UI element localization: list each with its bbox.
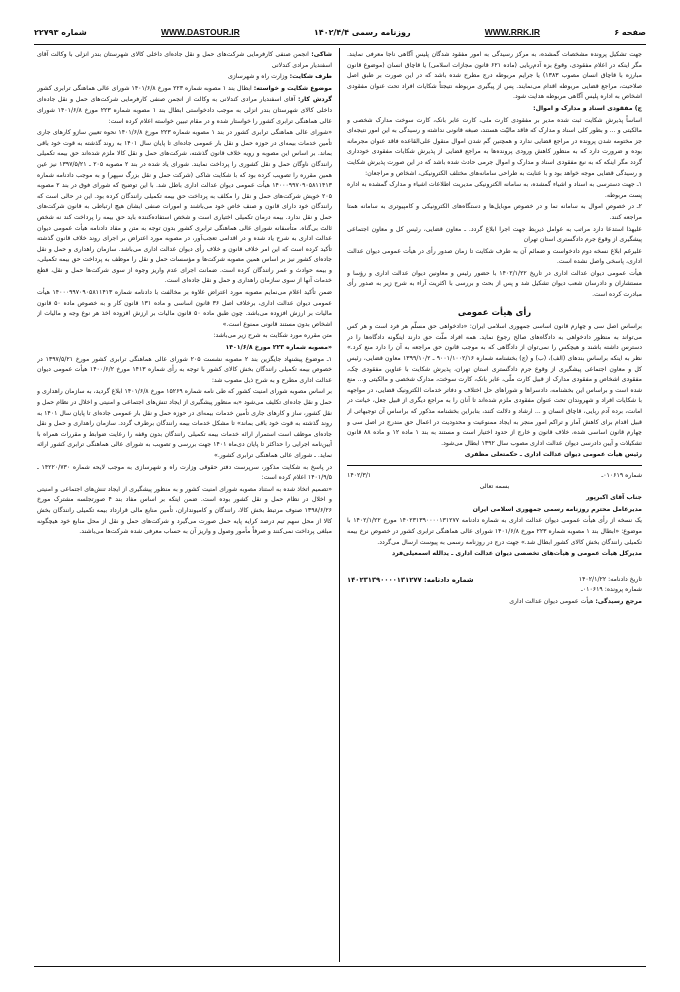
paragraph: جهت تشکیل پرونده مشخصات گمشده، به مرکز رسیدگی به امور مفقود شدگان پلیس آگاهی ناجا معرفی نمایند. مگر اینکه در اعلام مفقودی، وقوع بزه آدم‌ربایی (ماده ۶۲۱ قانون مجازات اسلامی) یا قاچاق انسان (موضوع قانون مبارزه با قاچاق انسان مصوب ۱۳۸۳) یا جرایم مربوطه درج مطرح شده باشد که در این صورت بر طبق اصل صلاحیت، مراجع قضایی مربوطه اقدام می‌نمایند. پس از پیگیری مربوطه نتیجتاً شکایات افراد تحت عنوان مفقودی اشخاص به اداره پلیس آگاهی مربوطه هدایت شود.	[347, 51, 642, 101]
subject-text: ابطال بند ۱ مصوبه شماره ۲۲۳ مورخ ۱۴۰۱/۶/۸ شورای عالی هماهنگی ترابری کشور	[37, 84, 252, 92]
site-link-left[interactable]: WWW.DASTOUR.IR	[161, 27, 240, 37]
issue-number: شماره ۲۲۷۹۳	[34, 27, 87, 37]
plaintiff-text: انجمن صنفی کارفرمایی شرکت‌های حمل و نقل جاده‌ای داخلی کالای شهرستان بندر انزلی با وکالت آقای اسفندیار مرادی کندلانی	[37, 51, 332, 69]
paragraph: ضمن تأکید اعلام می‌نمایم مصوبه مورد اعتراض علاوه بر مخالفت با دادنامه شماره ۱۴۰۰۰۹۹۷۰۹۰۵۸۱۱۴۱۳ هیأت عمومی دیوان عدالت اداری، برخلاف اصل ۳۶ قانون اساسی و ماده ۱۳۱ قانون کار و به خصوص ماده ۵۰ قانون مالیات بر ارزش افزوده می‌باشد. چون طبق ماده ۵۰ قانون مالیات بر ارزش افزوده اخذ هر نوع وجه و مالیات از اشخاص بدون مستند قانونی ممنوع است.»	[37, 289, 332, 328]
page-header	[34, 24, 646, 40]
page-number: صفحه ۶	[614, 27, 646, 37]
defendant	[37, 72, 332, 83]
proceedings-label: گردش کار:	[298, 96, 332, 104]
signature: مدیرکل هیأت عمومی و هیأت‌های تخصصی دیوان عدالت اداری ـ یدالله اسمعیلی‌فرد	[391, 550, 642, 558]
header-rule	[34, 44, 646, 45]
plaintiff-label: شاکی:	[311, 51, 332, 58]
paragraph: ۱ـ موضوع پیشنهاد جایگزین بند ۲ مصوبه نشست ۲۰۵ شورای عالی هماهنگی ترابری کشور مورخ ۱۳۹۷/۵/۲۱ در خصوص بیمه تکمیلی رانندگان بخش کالای کشور با توجه به رأی شماره ۱۴۱۳ مورخ ۱۴۰۰/۶/۲ هیأت عمومی دیوان عدالت اداری مطرح و به شرح ذیل مصوب شد:	[37, 355, 332, 384]
paragraph: «تصمیم اتخاذ شده به استناد مصوبه شورای امنیت کشور و به منظور پیشگیری از ایجاد تنش‌های اجتماعی و امنیتی و اخلال در نظام حمل و نقل کشور بوده است. ضمن اینکه بر اساس مفاد بند ۴ صورتجلسه مشترک مورخ ۱۳۹۸/۶/۲۶ صنوف مرتبط بخش کالا، رانندگان و کامیونداران، تأمین منابع مالی قرارداد بیمه تکمیلی رانندگان بخش کالا از محل سهم تیم درصد کرایه پایه حمل صورت می‌گیرد و شرکت‌های حمل و نقل از محل منابع خود هیچگونه مبلغی پرداخت نمی‌کنند و صرفاً مأمور وصول و واریز آن به حساب معرفی شده شرکت‌ها می‌باشند.	[37, 485, 332, 536]
paragraph: ۱ـ جهت دسترسی به اسناد و اشیاء گمشده، به سامانه الکترونیکی مدیریت اطلاعات اشیاء و مدارک گمشده به اداره پست مربوطه.	[347, 181, 642, 199]
authority-value: هیأت عمومی دیوان عدالت اداری	[509, 597, 594, 605]
paragraph: بر اساس مصوبه شورای امنیت کشور که طی نامه شماره ۱۵۲۶۹ مورخ ۱۴۰۱/۶/۸ ابلاغ گردید، به سازمان راهداری و حمل و نقل جاده‌ای تکلیف می‌شود «به منظور پیشگیری از ایجاد تنش‌های اجتماعی و امنیتی و اخلال در نظام حمل و نقل کشور، ساز و کارهای جاری تأمین خدمات بیمه‌ای در حوزه حمل و نقل بار عمومی جاده‌ای تا پایان سال ۱۴۰۱ به روند گذشته به قوت خود باقی بماند» تا مشکل خدمات بیمه رانندگان برطرف گردد. سازمان راهداری و حمل و نقل جاده‌ای موظف است استمرار ارائه خدمات بیمه تکمیلی رانندگان بدون وقفه را رعایت ضوابط و مقررات همراه با آیین‌نامه اجرایی را حداکثر تا پایان دی‌ماه ۱۴۰۱ جهت بررسی و تصویب به شورای عالی هماهنگی ترابری کشور ارائه نماید. ـ شورای عالی هماهنگی ترابری کشور.»	[37, 388, 332, 459]
addressee-title: مدیرعامل محترم روزنامه رسمی جمهوری اسلامی ایران	[472, 505, 642, 513]
proceedings-text: آقای اسفندیار مرادی کندلانی به وکالت از انجمن صنفی کارفرمایی شرکت‌های حمل و نقل جاده‌ای داخلی کالای شهرستان بندر انزلی به موجب دادخواستی ابطال بند ۱ مصوبه شماره ۲۲۳ مورخ ۱۴۰۱/۶/۸ شورای عالی هماهنگی ترابری کشور را خواستار شده و در مقام تبیین خواسته اعلام کرده است:	[37, 96, 332, 125]
authority-label: مرجع رسیدگی:	[595, 597, 642, 605]
paragraph: متن مقرره مورد شکایت به شرح زیر می‌باشد:	[213, 332, 332, 340]
defendant-label: طرف شکایت:	[289, 73, 332, 81]
right-column	[347, 50, 642, 960]
verdict-meta	[347, 575, 642, 586]
paragraph: در پاسخ به شکایت مذکور، سرپرست دفتر حقوقی وزارت راه و شهرسازی به موجب لایحه شماره ۱۴۲۲۰/۷۳۰ ـ ۱۴۰۱/۹/۵ اعلام کرده است:	[37, 463, 332, 482]
paragraph: اساساً پذیرش شکایت ثبت شده مدیر بر مفقودی کارت ملی، کارت عابر بانک، کارت سوخت مدارک شخصی و مالکیتی و ... و بطور کلی اسناد و مدارک که فاقد مالیّت هستند، صبغه قانونی نداشته و رسیدگی به این امور نتیجه‌ای جز مختومه شدن پرونده در مراجع قضایی ندارد و همچنین گم شدن اموال منقول علی‌القاعده فاقد عنوان مجرمانه بوده و ضرورت دارد که به منظور کاهش ورودی پرونده‌ها به مراجع قضایی از پذیرش شکایات مفقودی خودداری گردد مگر اینکه که به نبع مفقودی اسناد و مدارک و اموال جرمی حادث شده باشد که در این صورت پذیرش شکایت و رسیدگی قضایی موجه خواهد بود و با عنایت به طراحی سامانه‌های مختلف الکترونیکی، اشخاص و مراجعان:	[347, 116, 642, 177]
verdict-date: تاریخ دادنامه: ۱۴۰۲/۱/۲۲	[578, 575, 642, 583]
case-number: شماره پرونده: ۰۱۰۶۱۹ـ	[580, 586, 642, 594]
footer-rule	[34, 966, 646, 967]
paragraph: «مصوبه شماره ۲۲۳ مورخ ۱۴۰۱/۶/۸	[225, 344, 332, 352]
issue-date: روزنامه رسمی ۱۴۰۲/۴/۴	[313, 27, 411, 37]
column-divider	[339, 48, 340, 962]
paragraph: هیأت عمومی دیوان عدالت اداری در تاریخ ۱۴۰۲/۱/۲۲ با حضور رئیس و معاونین دیوان عدالت اداری و رؤسا و مستشاران و دادرسان شعب دیوان تشکیل شد و پس از بحث و بررسی با اکثریت آراء به شرح زیر به صدور رأی مبادرت کرده است.	[347, 269, 642, 299]
separator	[347, 465, 642, 466]
paragraph: علیرغم ابلاغ نسخه دوم دادخواست و ضمائم آن به طرف شکایت تا زمان صدور رأی در هیأت عمومی دیوان عدالت اداری، پاسخی واصل نشده است.	[347, 247, 642, 266]
paragraph: «شورای عالی هماهنگی ترابری کشور در بند ۱ مصوبه شماره ۲۲۳ مورخ ۱۴۰۱/۶/۸ نحوه تعیین سازو کارهای جاری تأمین خدمات بیمه‌ای در حوزه حمل و نقل بار عمومی جاده‌ای تا پایان سال ۱۴۰۱ به روند گذشته به قوت خود باقی بماند. بر اساس این مصوبه و رویه خلاف قانون گذشته، شرکت‌های حمل و نقل کالا ملزم شده‌اند حق بیمه تکمیلی رانندگان ناوگان حمل و نقل کشوری را پرداخت نمایند. شورای یاد شده در بند ۲ مصوبه ۲۰۵ ـ ۱۳۹۷/۵/۲۱ نیز عین همین مقرره را تصویب کرده بود که با شکایت شاکی (شرکت حمل و نقل بزرگ سپهر) و به موجب دادنامه شماره ۱۴۰۰۰۹۹۷۰۹۰۵۸۱۱۴۱۳ هیأت عمومی دیوان عدالت اداری باطل شد. با این توضیح که شورای فوق در بند ۲ مصوبه ۲۰۵ خویش شرکت‌های حمل و نقل را مکلف به پرداخت حق بیمه تکمیلی رانندگان کرده بود. این در حالی است که رانندگان خود دارای قانون و صنف خاص خود می‌باشند و امورات صنفی ایشان هیچ ارتباطی به قانون شرکت‌های حمل و نقل ندارد. بیمه درمان تکمیلی اختیاری است و شخص استفاده‌کننده باید حق بیمه را پرداخت کند نه شخص ثالث بی‌گناه. متأسفانه شورای عالی هماهنگی ترابری کشور بدون توجه به متن و مفاد دادنامه هیأت عمومی دیوان عدالت اداری به شرح یاد شده و در اقدامی تعجب‌آور، در مصوبه مورد اعتراض بر اجرای روند خلاف قانون گذشته تأکید کرده است که این امر خلاف قانون و خلاف رأی دیوان عدالت اداری می‌باشد. سازمان راهداری و حمل و نقل جاده‌ای کشور نیز بر اساس همین مصوبه شرکت‌ها و مؤسسات حمل و نقل را موظف به پرداخت حق بیمه تکمیلی، و بیمه حوادث و عمر رانندگان کرده است. ضمانت اجرای عدم واریز وجوه از سوی شرکت‌ها حمل و نقل، قطع خدمات آنها از سوی سازمان راهداری و حمل و نقل جاده‌ای است.	[37, 129, 332, 285]
left-column	[37, 50, 332, 960]
plaintiff	[37, 50, 332, 71]
proceedings	[37, 95, 332, 127]
defendant-text: وزارت راه و شهرسازی	[227, 73, 288, 81]
paragraph: ج) مفقودی اسناد و مدارک و اموال:	[533, 104, 642, 112]
subject-label: موضوع شکایت و خواسته:	[253, 84, 332, 92]
invocation: بسمه تعالی	[479, 482, 510, 490]
site-link-right[interactable]: WWW.RRK.IR	[484, 27, 541, 37]
paragraph: علیهذا استدعا دارد مراتب به عوامل ذیربط جهت اجرا ابلاغ گردد. ـ معاون قضایی، رئیس کل و معاون اجتماعی پیشگیری از وقوع جرم دادگستری استان تهران	[347, 225, 642, 244]
paragraph: براساس اصل سی و چهارم قانون اساسی جمهوری اسلامی ایران: «دادخواهی حق مسلّم هر فرد است و هر کس می‌تواند به منظور دادخواهی به دادگاه‌های صالح رجوع نماید. همه افراد ملّت حق دارند اینگونه دادگاه‌ها را در دسترس داشته باشند و هیچکس را نمی‌توان از دادگاهی که به موجب قانون حق مراجعه به آن را دارد منع کرد.» نظر به اینکه براساس بندهای (الف)، (ب) و (ج) بخشنامه شماره ۹۰۰۱/۱۰۰۲/۱۶ ـ ۱۳۹۹/۱۰/۲ معاون قضایی، رئیس کل و معاون اجتماعی پیشگیری از وقوع جرم دادگستری استان تهران، پذیرش شکایت با عناوین مفقودی چک، مفقودی اشخاص و مفقودی مدارک از قبیل کارت ملّی، عابر بانک، کارت سوخت، مدارک شخصی و مالکیتی و... منع شده است و براساس این بخشنامه، دادسراها و شوراهای حل اختلاف و دفاتر خدمات الکترونیک قضایی، در مواجهه با شکایات افراد و شهروندان تحت عنوان مفقودی ملزم شده‌اند تا آنان را به مراجع دیگری از قبیل جعل، خیانت در امانت، برده آدم ربایی، قاچاق انسان و ... ارشاد و دلالت کنند، بنابراین بخشنامه مذکور که براساس آن توجیهاتی از قبیل اقدام برای کاهش آمار و تراکم امور منجر به ایجاد ممنوعیت و محدودیت در اعمال حق مندرج در اصل سی و چهارم قانون اساسی شده، خلاف قانون و خارج از حدود اختیار است و مستند به بند ۱ ماده ۱۲ و ماده ۸۸ قانون تشکیلات و آیین دادرسی دیوان عدالت اداری مصوب سال ۱۳۹۲ ابطال می‌شود.	[347, 323, 642, 447]
authority	[347, 597, 642, 608]
letter-date: ۱۴۰۲/۳/۱	[347, 471, 372, 479]
subject	[37, 84, 332, 95]
paragraph: ۲ـ در خصوص اموال به سامانه نما و در خصوص موبایل‌ها و دستگاه‌های الکترونیکی و کامپیوتری به سامانه همتا مراجعه کنند.	[347, 203, 642, 221]
verdict-number: شماره دادنامه: ۱۴۰۲۳۱۳۹۰۰۰۰۱۳۱۲۷۷	[347, 575, 474, 584]
paragraph: یک نسخه از رأی هیأت عمومی دیوان عدالت اداری به شماره دادنامه ۱۴۰۲۳۱۳۹۰۰۰۰۱۳۱۲۷۷ مورخ ۱۴۰۲/۱/۲۲ با موضوع: «ابطال بند ۱ مصوبه شماره ۲۲۳ مورخ ۱۴۰۱/۶/۸ شورای عالی هماهنگی ترابری کشور در خصوص نرخ بیمه تکمیلی رانندگان بخش کالای کشور ابطال شد.» جهت درج در روزنامه رسمی به پیوست ارسال می‌گردد.	[347, 517, 642, 546]
signature: رئیس هیأت عمومی دیوان عدالت اداری ـ حکمتعلی مظفری	[464, 451, 642, 459]
addressee: جناب آقای اکبرپور	[586, 494, 642, 502]
letter-meta	[347, 471, 642, 482]
section-heading: رأی هیأت عمومی	[457, 307, 532, 318]
letter-number: شماره ۰۱۰۶۱۹ـ	[601, 471, 642, 479]
